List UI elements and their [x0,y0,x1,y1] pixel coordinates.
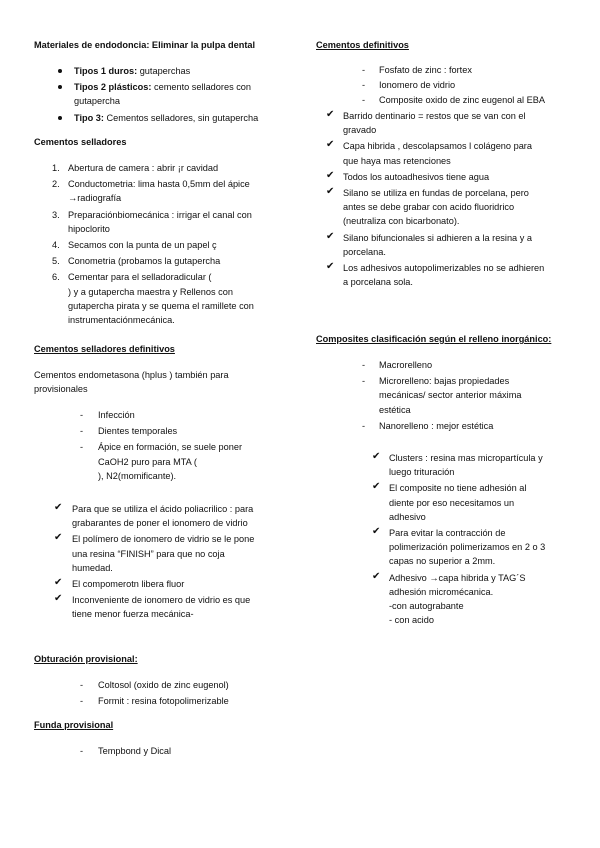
check-icon: ✔ [326,261,335,272]
check-item-line: luego trituración [389,467,455,478]
section-heading: Cementos selladores definitivos [34,344,175,354]
paragraph-line: provisionales [34,384,88,395]
list-item-cont: gutapercha [74,96,120,107]
bullet-icon [58,116,62,120]
step-line: Preparaciónbiomecánica : irrigar el canal con [68,209,252,220]
check-item-line: Todos los autoadhesivos tiene agua [343,171,490,182]
section-heading: Composites clasificación según el relleno inorgánico: [316,334,552,344]
dash-item-line: Microrelleno: bajas propiedades [379,376,510,387]
dash-marker: - [362,376,366,387]
check-icon: ✔ [372,451,381,462]
check-item-line: adhesivo [389,511,426,522]
step-line: →radiografía [68,193,122,204]
check-item-line: a porcelana sola. [343,277,413,288]
item-text: cemento selladores con [151,82,252,93]
dash-item-line: mecánicas/ sector anterior máxima [379,390,522,401]
paragraph-line: Cementos endometasona (hplus ) también para [34,370,229,380]
check-icon: ✔ [54,593,63,605]
check-item-line: capas no superior a 2mm. [389,556,496,567]
dash-marker: - [80,442,84,453]
step-line: gutapercha pirata y se quema el ramillete con [68,300,254,311]
step-line: Conductometria: lima hasta 0,5mm del ápice [68,179,250,190]
list-number: 6. [52,272,60,283]
dash-marker: - [80,680,84,690]
check-item-line: Para evitar la contracción de [389,528,506,538]
step-line: Abertura de camera : abrir ¡r cavidad [68,163,219,173]
check-icon: ✔ [372,570,381,582]
item-text: Cementos selladores, sin gutapercha [103,112,259,123]
list-number: 4. [52,240,60,250]
dash-item-line: Infección [98,410,135,420]
check-item-line: una resina “FINISH” para que no coja [72,548,225,559]
check-item-line: Los adhesivos autopolimerizables no se adhieren [343,263,545,273]
dash-item-line: Coltosol (oxido de zinc eugenol) [98,680,229,690]
section-heading: Obturación provisional: [34,654,138,664]
item-label: Tipos 1 duros: [74,66,138,76]
check-item-line: El composite no tiene adhesión al [389,483,527,494]
dash-marker: - [80,746,84,756]
check-item-line: (neutraliza con bicarbonato). [343,216,460,227]
dash-item-line: Macrorelleno [379,360,433,370]
check-icon: ✔ [326,139,335,151]
list-number: 1. [52,163,60,173]
check-item-line: Clusters : resina mas micropartícula y [389,453,543,463]
item-label: Tipo 3: [74,112,104,123]
check-item-line: Capa hibrida , descolapsamos l colágeno para [343,141,532,152]
check-icon: ✔ [372,526,381,537]
dash-marker: - [80,696,84,707]
check-item-line: antes se debe grabar con acido fluoridrico [343,202,515,213]
step-line: ) y a gutapercha maestra y Rellenos con [68,286,233,297]
item-label: Tipos 2 plásticos: [74,82,152,93]
bullet-icon [58,85,62,89]
check-item-line: Adhesivo →capa hibrida y TAG´S [389,572,526,583]
item-text: gutaperchas [137,66,191,76]
check-icon: ✔ [326,169,335,181]
check-icon: ✔ [54,577,63,588]
check-item-line: gravado [343,125,377,136]
step-line: Conometria (probamos la gutapercha [68,256,221,267]
dash-item-line: Composite oxido de zinc eugenol al EBA [379,95,545,106]
check-item-line: porcelana. [343,246,386,257]
dash-marker: - [80,426,84,437]
check-item-line: Para que se utiliza el ácido poliacrilico : para [72,504,254,514]
dash-item-line: ), N2(momificante). [98,470,177,481]
check-item-line: que haya mas retenciones [343,155,451,166]
check-item-line: grabarantes de poner el ionomero de vidrio [72,518,248,529]
list-number: 2. [52,179,60,190]
check-icon: ✔ [54,532,63,544]
dash-marker: - [362,360,366,370]
check-icon: ✔ [372,481,381,493]
check-icon: ✔ [326,186,335,197]
dash-item-line: Ionomero de vidrio [379,80,456,91]
step-line: Cementar para el selladoradicular ( [68,272,212,283]
dash-marker: - [362,420,366,431]
check-item-line: El compomerotn libera fluor [72,579,185,589]
check-item-line: -con autograbante [389,601,464,611]
dash-item-line: Ápice en formación, se suele poner [98,442,243,453]
step-line: hipoclorito [68,223,110,234]
list-item [74,111,258,125]
check-item-line: Silano se utiliza en fundas de porcelana, pero [343,188,529,198]
dash-item-line: estética [379,404,411,415]
check-item-line: Barrido dentinario = restos que se van con el [343,111,526,121]
check-item-line: adhesión micromécanica. [389,586,494,597]
dash-item-line: Dientes temporales [98,426,178,437]
check-icon: ✔ [54,502,63,513]
section-heading: Cementos selladores [34,137,127,147]
check-item-line: Inconveniente de ionomero de vidrio es que [72,595,251,606]
dash-marker: - [362,95,366,106]
check-item-line: humedad. [72,562,113,573]
dash-item-line: Formit : resina fotopolimerizable [98,696,229,707]
check-item-line: polimerización polimerizamos en 2 o 3 [389,542,546,553]
check-item-line: Silano bifuncionales si adhieren a la resina y a [343,232,532,243]
list-item [74,64,190,78]
check-item-line: El polímero de ionomero de vidrio se le pone [72,534,255,545]
check-item-line: diente por eso necesitamos un [389,497,515,508]
step-line: instrumentaciónmecánica. [68,315,175,325]
list-number: 5. [52,256,60,267]
check-icon: ✔ [326,230,335,242]
bullet-icon [58,69,62,73]
dash-item-line: Tempbond y Dical [98,746,172,756]
check-item-line: - con acido [389,615,434,626]
section-heading: Cementos definitivos [316,40,409,50]
check-icon: ✔ [326,109,335,120]
step-line: Secamos con la punta de un papel ç [68,240,217,250]
dash-item-line: Nanorelleno : mejor estética [379,420,494,431]
dash-marker: - [80,410,84,420]
section-heading: Funda provisional [34,720,114,730]
page-heading: Materiales de endodoncia: Eliminar la pulpa dental [34,40,256,50]
list-number: 3. [52,209,60,220]
dash-marker: - [362,80,366,91]
check-item-line: tiene menor fuerza mecánica- [72,609,194,620]
dash-marker: - [362,65,366,75]
dash-item-line: CaOH2 puro para MTA ( [98,456,197,467]
list-item [74,80,251,94]
dash-item-line: Fosfato de zinc : fortex [379,65,472,75]
